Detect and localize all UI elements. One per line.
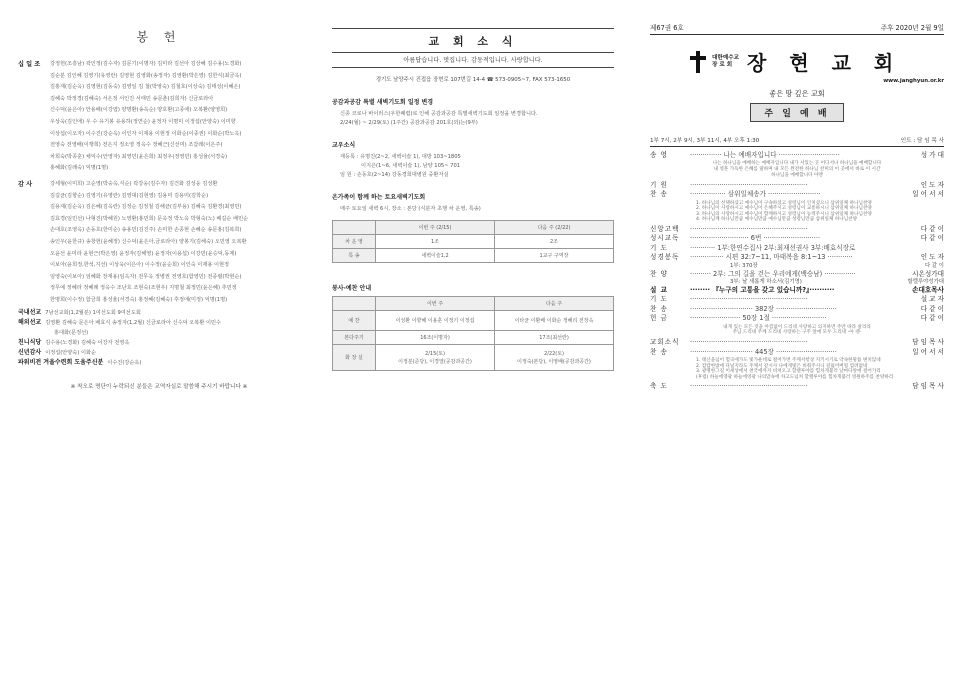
offering-group [18,59,300,175]
news-slogan: 아름답습니다. 멋집니다. 감동적입니다. 사랑합니다. [332,53,614,68]
service-item-name: 설 교 [650,286,669,295]
news-banner [332,28,614,53]
service-item [650,234,944,243]
table-header-row [333,221,614,235]
offering-title: 봉 헌 [136,30,182,44]
service-item [650,314,944,323]
news-title: 교 회 소 식 [428,35,518,48]
table-header-cell: 다음 주 (2/22) [495,221,614,235]
section-heading: 교우소식 [332,142,356,149]
special-offering-label: 친니식당 [18,339,42,347]
service-item-detail: ························································ [690,382,808,391]
lyrics-line: (후렴) 하늘에영광 하늘에영광 나의맘속에 차고도넘쳐 할렐루야를 힘차게불러 영원하주를 찬양하리 [696,374,894,380]
service-item-leader: 다 같 이 [920,234,944,243]
service-item [650,225,944,234]
lyrics-line: 2. 캄캄한밤에 다닐지라도 주께서 같시사 나에게빛은 비춰주시니 길잃어버릴 염려없네 [696,363,868,369]
section-line: 이지은(1~6, 새벽이슬 1), 남양 105~ 701 [361,163,461,169]
section-heading: 온가족이 함께 하는 토요새벽기도회 [332,194,426,201]
service-leader: 인도 : 담 임 목 사 [900,138,944,144]
special-offering-row [18,328,300,338]
special-offering-label: 국내선교 [18,309,42,317]
lyrics-line: 4. 하나님께 하나님만큼 예수님만큼 예수님만큼 성령님만큼 삼위일체 하나님찬양 [696,217,858,223]
service-item-name: 성시교독 [650,234,680,243]
service-item-detail: ············ 1부:한연수집사 2부:최재선권사 3부:배효식장로 [690,243,856,252]
service-item-leader: 담 임 목 사 [912,382,944,391]
service-item-leader: 설 교 자 [920,295,944,304]
special-offering-names: 7남선교회(1,2월분) 1여선도회 9여선도회 [45,310,141,317]
service-item [650,270,944,279]
service-item-detail: ········ 『누구의 고통을 갖고 있습니까?』·········· [690,286,835,295]
service-item [650,295,944,304]
lyrics-block [650,201,944,223]
service-item-name: 신앙고백 [650,224,680,233]
special-offering-row [18,348,300,358]
lyrics-line: 3. 광명한그길 이세상에서 천국에까지 비쳐오고 할렐루야를 힘차게불러 날마다앞에 걸어가리 [696,369,881,375]
table-cell: 이성환 이향혜 이용훈 이정기 이정섭 [376,311,495,331]
service-subitem-text: 3부: 날 새롭게 하소서(김기영) [730,279,802,286]
section-line: 신종 코로나 바이러스(우한폐렴)로 인해 공감과공감 특별새벽기도회 일정을 변경합니다. [340,111,538,117]
service-item-leader: 인 도 자 [920,253,944,262]
service-item [650,338,944,347]
service-item-leader: 손대호목사 [912,286,944,295]
offering-line: 강정헌(조흥남) 곽인정(김수자) 김문기(이명자) 김미라 김선아 김상혜 김수용(노경화) [50,61,242,67]
service-item [650,286,944,295]
table-row [333,235,614,249]
table-cell: 2조 [495,235,614,249]
service-title: 주 일 예 배 [750,103,844,122]
offering-line: 홍혜화(김래숙) 익명(1명) [50,165,109,172]
service-table [332,296,614,371]
lyrics-line: 내 영혼 가득한 은혜를 말하며 내 모든 완전한 하나님 찬미의 이 곳에서 바로 이 시간 [713,167,881,173]
lyrics-line: 하나님을 예배합니다 아멘 [771,173,823,178]
section-line: 매주 토요일 새벽 6시, 장소 : 본당 (식분자 초행 차 운영, 특송) [340,206,481,212]
table-header-cell [333,297,376,311]
service-subitem [650,279,944,286]
offering-groups [18,59,300,306]
service-item-detail: ······························ 382장 ····························· [690,304,837,313]
service-subitem-leader: 다 같 이 [924,262,944,269]
service-item [650,348,944,357]
news-column [322,0,622,678]
offering-line: 이상섭(이오자) 이수진(강순옥) 이인자 이재용 이현정 이화순(이종권) 이화순(박노옥) [50,130,242,137]
service-item-name: 송 영 [650,151,668,159]
saturday-prayer-table [332,220,614,263]
church-url: www.janghyun.or.kr [883,78,944,84]
service-item-name: 축 도 [650,382,668,391]
service-item [650,244,944,253]
service-item-leader: 성 가 대 [920,151,944,159]
service-item-detail: ···························· 6번 ··························· [690,234,821,243]
service-item-name: 헌 금 [650,314,668,323]
offering-line: 김순분 김인혜 김영기(유영란) 김영현 김영화(송정자) 김영환(박은영) 김한식(최금옥) [50,72,242,79]
lyrics-line: 3. 하나님의 사랑하시고 예수님이 함께하시고 성령님이 능력주시니 삼위일체 하나님찬양 [696,211,872,217]
service-item [650,190,944,199]
offering-line: 정무예 정혜라 정혜례 정옥수 조난호 조현숙(조현우) 지명철 최정민(윤은혜) 추민정 [50,285,237,292]
omission-note: ※ 착오로 명단이 누락되신 분들은 교역자실로 말씀해 주시기 바랍니다 ※ [70,384,248,391]
table-row [333,331,614,345]
special-offering-row [18,308,300,318]
service-item-leader: 일 어 서 서 [912,347,944,356]
table-cell: 이타균 이환배 이화순 정혜리 전장옥 [495,311,614,331]
church-name: 장 현 교 회 [747,51,902,75]
offering-line: 차희숙(박종훈) 채익수(안영자) 최영민(윤은희) 최정우(정영민) 홍성율(서경숙) [50,153,228,160]
special-offering-names: 이수진(강순옥) [107,360,142,367]
offering-line: 손대호(조영옥) 손동호(한미순) 송용민(김진주) 손미한 손종현 손혜순 송문홍(김복희) [50,227,242,234]
offering-line: 김용재(김순옥) 김은혜(김옥란) 김정순 김정철 김해균(김부용) 김혜숙 김환경(최영민) [50,204,242,211]
service-item-detail: ······························ 445장 ····························· [690,347,837,356]
offering-line: 김효경(임민선) 나형진(박혜원) 노영환(홍민희) 문옥정 박노옥 박형숙(노) 배길순 배민순 [50,215,249,222]
table-cell: 본다주기 [333,331,376,345]
lyrics-line: 나는 하나님을 예배하는 예배자입니다 내가 서있는 곳 어디서나 하나님을 예배합니다 [712,161,882,167]
table-row [333,345,614,371]
table-cell: 2/15(토) 이정분(준당), 이경열(공감과공간) [376,345,495,371]
service-item-leader: 다 같 이 [920,314,944,323]
service-item-name: 교회소식 [650,338,680,347]
service-item [650,181,944,190]
offering-line: 김홍재(김순옥) 김영현(김동숙) 김영일 김 철(박영숙) 김철호(이상숙) 김태성(이혜은) [50,84,241,91]
offering-line: 강세형(이미희) 고순영(박숭옥,식순) 곽강웅(김수자) 김건화 김성웅 김성환 [50,180,218,187]
denomination-label [712,55,739,69]
offering-line: 우상욱(김인애) 우 수 유기봉 유용하(정연순) 윤정자 이명미 이정섭(안양숙) 이미향 [50,118,236,125]
service-item-detail: ················· 삼위일체송가 ························· [690,190,821,199]
service-item-name: 찬 송 [650,190,668,199]
offering-group-label: 감 사 [18,180,33,188]
special-offering-names: 이정섭(안양숙) 이화순 [45,350,96,357]
special-offering-names: 홍대화(문정선) [54,330,89,337]
offering-line: 송인우(윤한규) 송창헌(윤혜정) 신수덕(윤은아,금로라아) 양봉기(김해숙) 오민영 오복환 [50,238,247,245]
special-offering-names: 김수용(노경화) 김혜숙 이강자 전영옥 [45,340,130,347]
table-header-cell: 이번 주 [376,297,495,311]
service-item [650,253,944,262]
service-item-leader: 다 같 이 [920,304,944,313]
service-item-detail: ························································ [690,224,808,233]
church-logo [690,47,944,76]
lyrics-line: 내게 있는 모든 것을 아낌없이 드리네 사랑하고 의지하면 주만 따라 살리라 [723,324,871,330]
service-subitem [650,263,944,270]
special-offerings [18,308,300,368]
offering-line: 신수덕(윤은아) 안용배(이강엽) 양명환(송옥순) 양호환(고종애) 오복환(양영희) [50,107,228,114]
service-item-name: 찬 양 [650,269,668,278]
church-address: 경기도 남양주시 진접읍 장현로 107번길 14-4 ☎ 573-0905~7, FAX 573-1650 [375,77,571,83]
service-item-leader: 담 임 목 사 [912,338,944,347]
service-item-detail: ························································ [690,295,808,304]
special-offering-label: 신년감사 [18,349,42,357]
service-item-name: 찬 송 [650,347,668,356]
order-of-service [650,151,944,392]
section-heading: 공감과공감 특별 새벽기도회 일정 변경 [332,99,434,106]
service-item-name: 기 도 [650,295,668,304]
service-item [650,151,944,160]
table-cell: 특 송 [333,249,376,263]
table-row [333,249,614,263]
table-cell: 화 장 실 [333,345,376,371]
offering-line: 이보아(윤희정,한석,지선) 이상욱(이은아) 이수정(윤순희) 이인숙 이재용 이현정 [50,262,230,269]
denomination-line: 대한예수교 [712,54,740,61]
offering-line: 김혜숙 박정경(김혜숙) 서은정 서인진 서태민 송문춘(김희자) 신금로라아 [50,95,214,102]
worship-column [640,0,960,678]
lyrics-line: 1. 하나님의 선택하셨고 예수님이 구속하셨고 성령님이 인치셨으니 삼위일체 하나님찬양 [696,200,872,206]
service-item-detail: ························································ [690,180,808,189]
volume-number: 제67권 6호 [650,24,684,32]
table-cell: 차 운 영 [333,235,376,249]
table-header-cell [333,221,376,235]
lyrics-block [650,161,944,178]
service-item-detail: ························································ [690,338,808,347]
denomination-line: 장 로 회 [712,61,733,68]
special-offering-label [18,328,50,338]
section-heading: 봉사·예찬 안내 [332,285,372,292]
special-offering-row [18,318,300,328]
lyrics-line: 2. 하나님이 사랑하시고 예수님이 은혜주시고 성령님이 교통하시니 삼위일체 하나님찬양 [696,206,872,212]
service-item-detail: ·········· 2부: 그의 길을 걷는 우리에게(백승남) ··············· [690,269,856,278]
offering-column [0,0,310,678]
service-times-bar [650,136,944,147]
offering-names [50,59,300,175]
offering-line: 김길균(김향순) 김영기(유영란) 김영대(김현영) 김용미 김용미(김학순) [50,192,209,199]
offering-line: 한명희(이수정) 함금희 홍성율(서경숙) 홍정혜(김혜숙) 후정애(미정) 익명(1명) [50,296,228,303]
offering-group-label: 십 일 조 [18,61,41,68]
offering-names [50,179,300,307]
special-offering-label: 파워비전 겨울수련회 도움주신분 [18,359,104,367]
service-item-name: 기 도 [650,243,668,252]
lyrics-block [650,325,944,337]
cross-icon [690,51,706,73]
table-cell: 2/22(토) 이정숙(본당), 이영배(공감과공간) [495,345,614,371]
offering-line: 오윤선 윤미라 윤현근(박은영) 윤정자(김해영) 윤정자(이용섭) 이강민(윤승덕,동제) [50,250,237,257]
section-line: 재등록 : 유명진(2~2, 새벽이슬 1), 대방 103~1805 [340,154,461,160]
service-item-leader: 시온성가대 [912,269,944,278]
offering-line: 전영숙 전영배(이행희) 전은지 정소영 정옥수 정혜근(신선미) 조갑래(이은주) [50,142,223,149]
service-item [650,305,944,314]
special-offering-row [18,338,300,348]
service-item-leader: 일 어 서 서 [912,190,944,199]
table-cell: 1조 [376,235,495,249]
table-cell: 16조(이명자) [376,331,495,345]
service-item-leader: 인 도 자 [920,180,944,189]
table-header-cell: 이번 주 (2/15) [376,221,495,235]
service-item-leader: 다 같 이 [920,224,944,233]
bulletin-header [650,22,944,35]
lyrics-line: 주님 드리네 주께 드리네 사랑하는 구주 앞에 모두 드리네 -아 멘- [732,330,862,336]
section-line: 2/24(월) ~ 2/29(토) (1주간) 공감과공감 201호(외)는(9부) [340,120,478,126]
service-subitem-text: 1부: 370장 [730,262,758,269]
offering-group [18,179,300,307]
service-subitem-leader: 할렐루야성가대 [907,279,944,286]
service-item-name: 성경봉독 [650,253,680,262]
section-line: 임 원 : 손동호(2~14) 강동경희대병원 중환자실 [340,172,449,178]
offering-line: 임영숙(이보아) 임혜화 장재용(임옥자) 전무옥 정병권 전영호(함영민) 전종렬(박현순) [50,273,242,280]
service-item-name: 기 원 [650,180,668,189]
special-offering-names: 김영환 김혜숙 문은아 배효식 송정자(1,2월) 신금로라아 신수덕 오복환 이민수 [45,320,222,327]
table-header-row [333,297,614,311]
special-offering-label: 해외선교 [18,319,42,327]
lyrics-block [650,358,944,380]
table-cell: 예 찬 [333,311,376,331]
table-cell: 17조(최선란) [495,331,614,345]
table-row [333,311,614,331]
special-offering-row [18,358,300,368]
service-times: 1부 7시, 2부 9시, 3부 11시, 4부 오후 1:30 [650,138,760,144]
bulletin-date: 주후 2020년 2월 9일 [880,24,944,32]
service-item-detail: ··············· 나는 예배자입니다 ····························· [690,151,840,159]
service-item-name: 찬 송 [650,304,668,313]
table-header-cell: 다음 주 [495,297,614,311]
lyrics-line: 1. 태산을넘어 험곡에가도 빛가운데로 걸어가면 주께서항상 지키시기로 약속한말씀 변치않네 [696,358,881,364]
table-cell: 새벽이슬1,2 [376,249,495,263]
church-slogan: 좋은 땅 깊은 교회 [769,89,825,98]
table-cell: 1교구 구역장 [495,249,614,263]
service-item [650,382,944,391]
service-item-detail: ················ 시편 32:7~11, 마태복음 8:1~13 ············ [690,253,853,262]
service-item-detail: ························ 50장 1절 ·························· [690,314,827,323]
